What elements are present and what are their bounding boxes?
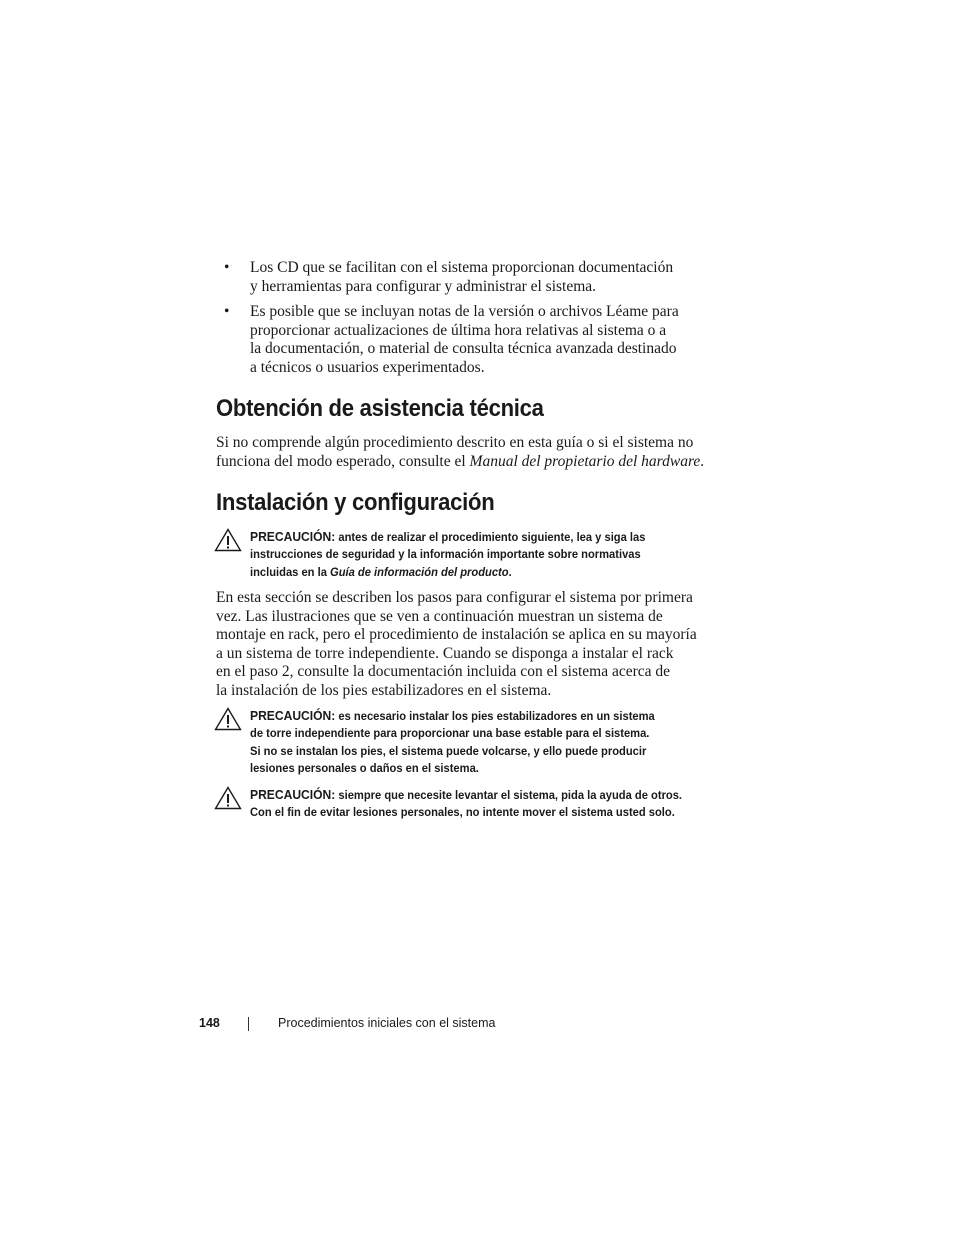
paragraph-line: en el paso 2, consulte la documentación incluida con el sistema acerca de xyxy=(216,663,671,681)
section-heading-installation: Instalación y configuración xyxy=(216,489,495,516)
bullet-line: y herramientas para configurar y administrar el sistema. xyxy=(250,277,597,295)
paragraph-line: la instalación de los pies estabilizadores en el sistema. xyxy=(216,681,552,699)
bullet-marker: • xyxy=(224,303,230,321)
paragraph-line: vez. Las ilustraciones que se ven a continuación muestran un sistema de xyxy=(216,607,663,625)
bullet-line: proporcionar actualizaciones de última hora relativas al sistema o a xyxy=(250,321,667,339)
paragraph-line: . xyxy=(700,452,705,470)
caution-line: . xyxy=(508,564,512,579)
bullet-item xyxy=(224,303,724,377)
caution-label: PRECAUCIÓN: xyxy=(250,529,336,544)
caution-line: de torre independiente para proporcionar una base estable para el sistema. xyxy=(250,726,650,741)
paragraph-line: En esta sección se describen los pasos para configurar el sistema por primera xyxy=(216,589,693,606)
bullet-marker: • xyxy=(224,259,230,276)
guide-reference: Guía de información del producto xyxy=(330,564,509,579)
caution-text xyxy=(250,707,692,778)
caution-line: es necesario instalar los pies estabilizadores en un sistema xyxy=(335,709,655,723)
footer-chapter-title: Procedimientos iniciales con el sistema xyxy=(278,1016,496,1030)
intro-bullet-list xyxy=(224,259,724,385)
installation-paragraph xyxy=(216,589,726,701)
caution-line: siempre que necesite levantar el sistema, pida la ayuda de otros. xyxy=(335,788,683,802)
caution-line: lesiones personales o daños en el sistema. xyxy=(250,761,479,776)
bullet-line: la documentación, o material de consulta técnica avanzada destinado xyxy=(250,340,677,358)
bullet-line: Los CD que se facilitan con el sistema proporcionan documentación xyxy=(250,259,674,276)
footer-separator xyxy=(248,1017,249,1031)
caution-line: Si no se instalan los pies, el sistema puede volcarse, y ello puede producir xyxy=(250,743,647,758)
assistance-paragraph xyxy=(216,434,721,471)
section-heading-assistance: Obtención de asistencia técnica xyxy=(216,395,544,422)
paragraph-line: a un sistema de torre independiente. Cuando se disponga a instalar el rack xyxy=(216,644,674,662)
caution-line: Con el fin de evitar lesiones personales, no intente mover el sistema usted solo. xyxy=(250,805,675,820)
caution-label: PRECAUCIÓN: xyxy=(250,787,336,802)
page-number: 148 xyxy=(199,1016,220,1030)
caution-label: PRECAUCIÓN: xyxy=(250,708,336,723)
warning-triangle-icon xyxy=(214,707,242,731)
warning-triangle-icon xyxy=(214,528,242,552)
bullet-line: Es posible que se incluyan notas de la versión o archivos Léame para xyxy=(250,303,679,321)
caution-text xyxy=(250,786,692,822)
caution-line: instrucciones de seguridad y la información importante sobre normativas xyxy=(250,547,641,562)
bullet-item xyxy=(224,259,724,296)
warning-triangle-icon xyxy=(214,786,242,810)
manual-reference: Manual del propietario del hardware xyxy=(469,452,701,470)
caution-text xyxy=(250,528,692,581)
caution-line: incluidas en la xyxy=(250,564,331,579)
paragraph-line: funciona del modo esperado, consulte el xyxy=(216,452,470,470)
bullet-line: a técnicos o usuarios experimentados. xyxy=(250,358,485,376)
paragraph-line: Si no comprende algún procedimiento descrito en esta guía o si el sistema no xyxy=(216,434,694,451)
paragraph-line: montaje en rack, pero el procedimiento de instalación se aplica en su mayoría xyxy=(216,626,697,644)
caution-line: antes de realizar el procedimiento siguiente, lea y siga las xyxy=(335,530,646,544)
